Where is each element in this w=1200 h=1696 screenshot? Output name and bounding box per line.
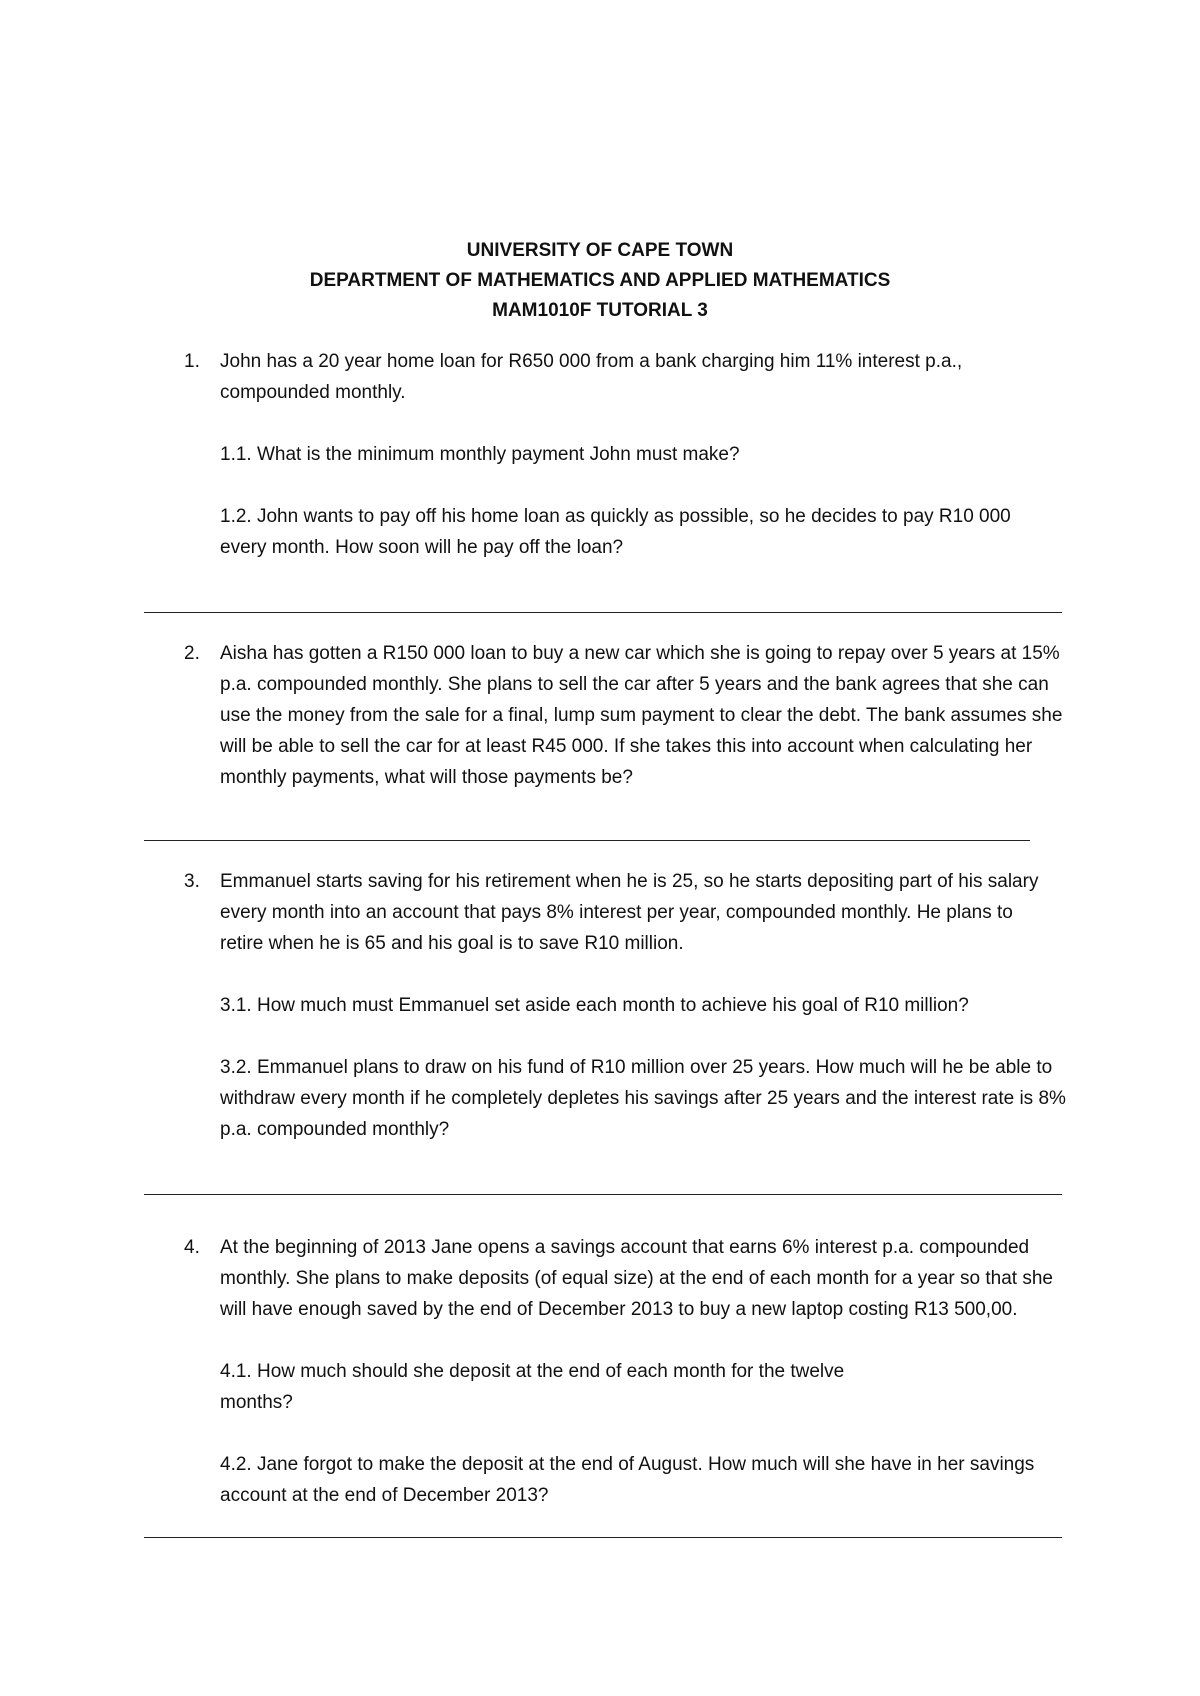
department-name: DEPARTMENT OF MATHEMATICS AND APPLIED MATHEMATICS bbox=[309, 270, 891, 291]
question-2 bbox=[184, 638, 1064, 793]
question-text: John has a 20 year home loan for R650 000 from a bank charging him 11% interest p.a., compounded monthly. bbox=[220, 351, 963, 403]
section-divider bbox=[144, 612, 1062, 613]
section-divider bbox=[144, 1537, 1062, 1538]
sub-question-4-1: 4.1. How much should she deposit at the end of each month for the twelve months? bbox=[220, 1361, 845, 1413]
sub-question-3-1: 3.1. How much must Emmanuel set aside each month to achieve his goal of R10 million? bbox=[220, 995, 969, 1016]
question-number: 4. bbox=[184, 1237, 200, 1258]
section-divider bbox=[144, 1194, 1062, 1195]
document-header bbox=[0, 236, 1200, 326]
question-1 bbox=[184, 346, 1064, 563]
university-name: UNIVERSITY OF CAPE TOWN bbox=[466, 240, 734, 261]
sub-question-1-1: 1.1. What is the minimum monthly payment John must make? bbox=[220, 444, 740, 465]
sub-question-3-2: 3.2. Emmanuel plans to draw on his fund of R10 million over 25 years. How much will he be able to withdraw every month if he completely depletes his savings after 25 years and the interest rate is 8% p.a. compounded monthly? bbox=[220, 1057, 1066, 1140]
sub-question-1-2: 1.2. John wants to pay off his home loan as quickly as possible, so he decides to pay R10 000 every month. How soon will he pay off the loan? bbox=[220, 506, 1011, 558]
question-number: 3. bbox=[184, 871, 200, 892]
question-number: 1. bbox=[184, 351, 200, 372]
question-4 bbox=[184, 1232, 1064, 1511]
sub-question-4-2: 4.2. Jane forgot to make the deposit at the end of August. How much will she have in her savings account at the end of December 2013? bbox=[220, 1454, 1035, 1506]
section-divider bbox=[144, 840, 1030, 841]
question-text: Emmanuel starts saving for his retirement when he is 25, so he starts depositing part of his salary every month into an account that pays 8% interest per year, compounded monthly. He plans to retire when he is 65 and his goal is to save R10 million. bbox=[220, 871, 1039, 954]
question-text: Aisha has gotten a R150 000 loan to buy a new car which she is going to repay over 5 years at 15% p.a. compounded monthly. She plans to sell the car after 5 years and the bank agrees that she can use the money from the sale for a final, lump sum payment to clear the debt. The bank assumes she will be able to sell the car for at least R45 000. If she takes this into account when calculating her monthly payments, what will those payments be? bbox=[220, 643, 1063, 788]
tutorial-title: MAM1010F TUTORIAL 3 bbox=[492, 300, 708, 321]
question-3 bbox=[184, 866, 1064, 1145]
question-text: At the beginning of 2013 Jane opens a savings account that earns 6% interest p.a. compounded monthly. She plans to make deposits (of equal size) at the end of each month for a year so that she will have enough saved by the end of December 2013 to buy a new laptop costing R13 500,00. bbox=[220, 1237, 1053, 1320]
question-number: 2. bbox=[184, 643, 200, 664]
